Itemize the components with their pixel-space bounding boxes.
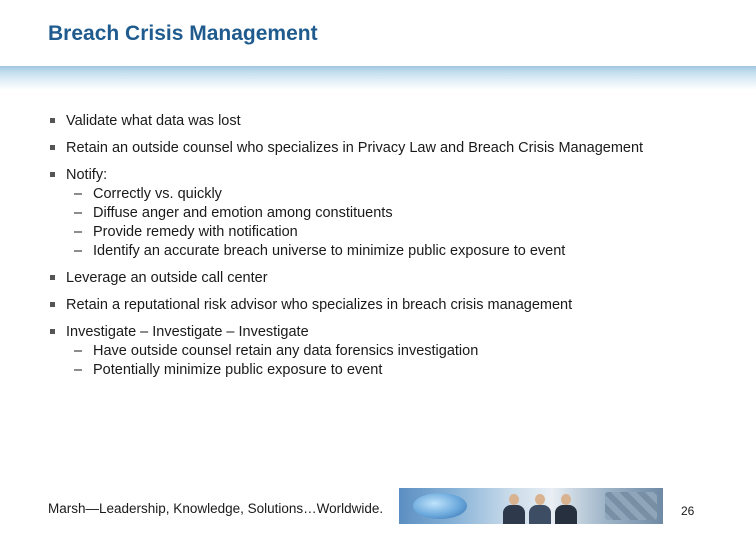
- bullet-item: [48, 166, 728, 261]
- bullet-item: [48, 296, 728, 315]
- footer-tagline: Marsh—Leadership, Knowledge, Solutions…Worldwide.: [48, 501, 384, 516]
- business-people-image: [503, 490, 583, 524]
- sub-bullet-text: Identify an accurate breach universe to minimize public exposure to event: [93, 243, 566, 259]
- sub-bullet-list: [66, 342, 728, 380]
- sub-bullet-item: [66, 342, 728, 361]
- sub-bullet-item: [66, 242, 728, 261]
- bullet-text: Notify:: [66, 167, 108, 183]
- bullet-item: [48, 112, 728, 131]
- person-figure: [555, 494, 577, 524]
- square-bullet-icon: [50, 275, 55, 280]
- puzzle-image: [605, 492, 657, 520]
- bullet-text: Retain a reputational risk advisor who specializes in breach crisis management: [66, 297, 573, 313]
- sub-bullet-item: [66, 204, 728, 223]
- sub-bullet-text: Provide remedy with notification: [93, 224, 298, 240]
- title-divider-band: [0, 66, 756, 90]
- square-bullet-icon: [50, 329, 55, 334]
- bullet-item: [48, 139, 728, 158]
- square-bullet-icon: [50, 145, 55, 150]
- dash-marker: –: [74, 343, 83, 359]
- page-number: 26: [681, 504, 695, 518]
- footer-photo-banner: [399, 488, 663, 524]
- sub-bullet-text: Correctly vs. quickly: [93, 186, 222, 202]
- dash-marker: –: [74, 186, 83, 202]
- dash-marker: –: [74, 362, 83, 378]
- bullet-text: Investigate – Investigate – Investigate: [66, 324, 309, 340]
- bullet-item: [48, 323, 728, 380]
- sub-bullet-text: Diffuse anger and emotion among constituents: [93, 205, 393, 221]
- bullet-text: Retain an outside counsel who specializes in Privacy Law and Breach Crisis Management: [66, 140, 644, 156]
- square-bullet-icon: [50, 302, 55, 307]
- square-bullet-icon: [50, 172, 55, 177]
- dash-marker: –: [74, 224, 83, 240]
- sub-bullet-text: Have outside counsel retain any data forensics investigation: [93, 343, 479, 359]
- bullet-text: Leverage an outside call center: [66, 270, 268, 286]
- globe-image: [413, 493, 467, 519]
- sub-bullet-list: [66, 185, 728, 261]
- dash-marker: –: [74, 205, 83, 221]
- bullet-item: [48, 269, 728, 288]
- sub-bullet-item: [66, 223, 728, 242]
- bullet-list: [48, 112, 728, 388]
- sub-bullet-text: Potentially minimize public exposure to event: [93, 362, 383, 378]
- slide-title: Breach Crisis Management: [48, 22, 318, 45]
- sub-bullet-item: [66, 361, 728, 380]
- sub-bullet-item: [66, 185, 728, 204]
- bullet-text: Validate what data was lost: [66, 113, 241, 129]
- square-bullet-icon: [50, 118, 55, 123]
- person-figure: [529, 494, 551, 524]
- dash-marker: –: [74, 243, 83, 259]
- person-figure: [503, 494, 525, 524]
